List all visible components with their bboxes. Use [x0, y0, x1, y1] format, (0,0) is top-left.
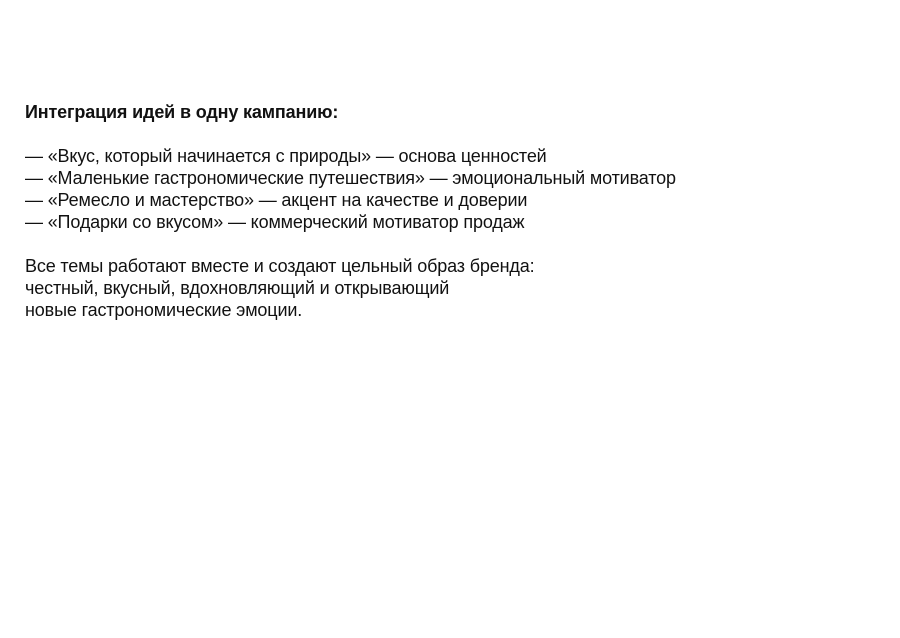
theme-item: — «Вкус, который начинается с природы» — основа ценностей: [25, 146, 547, 166]
themes-list: [25, 145, 875, 233]
theme-item: — «Маленькие гастрономические путешествия» — эмоциональный мотиватор: [25, 168, 676, 188]
summary-line: Все темы работают вместе и создают цельный образ бренда:: [25, 256, 535, 276]
document-content: [25, 101, 875, 321]
spacer: [25, 233, 875, 255]
summary-line: новые гастрономические эмоции.: [25, 300, 303, 320]
theme-item: — «Ремесло и мастерство» — акцент на качестве и доверии: [25, 190, 528, 210]
summary-line: честный, вкусный, вдохновляющий и открывающий: [25, 278, 450, 298]
theme-item: — «Подарки со вкусом» — коммерческий мотиватор продаж: [25, 212, 525, 232]
document-heading: Интеграция идей в одну кампанию:: [25, 102, 339, 122]
spacer: [25, 123, 875, 145]
summary-paragraph: [25, 255, 875, 321]
